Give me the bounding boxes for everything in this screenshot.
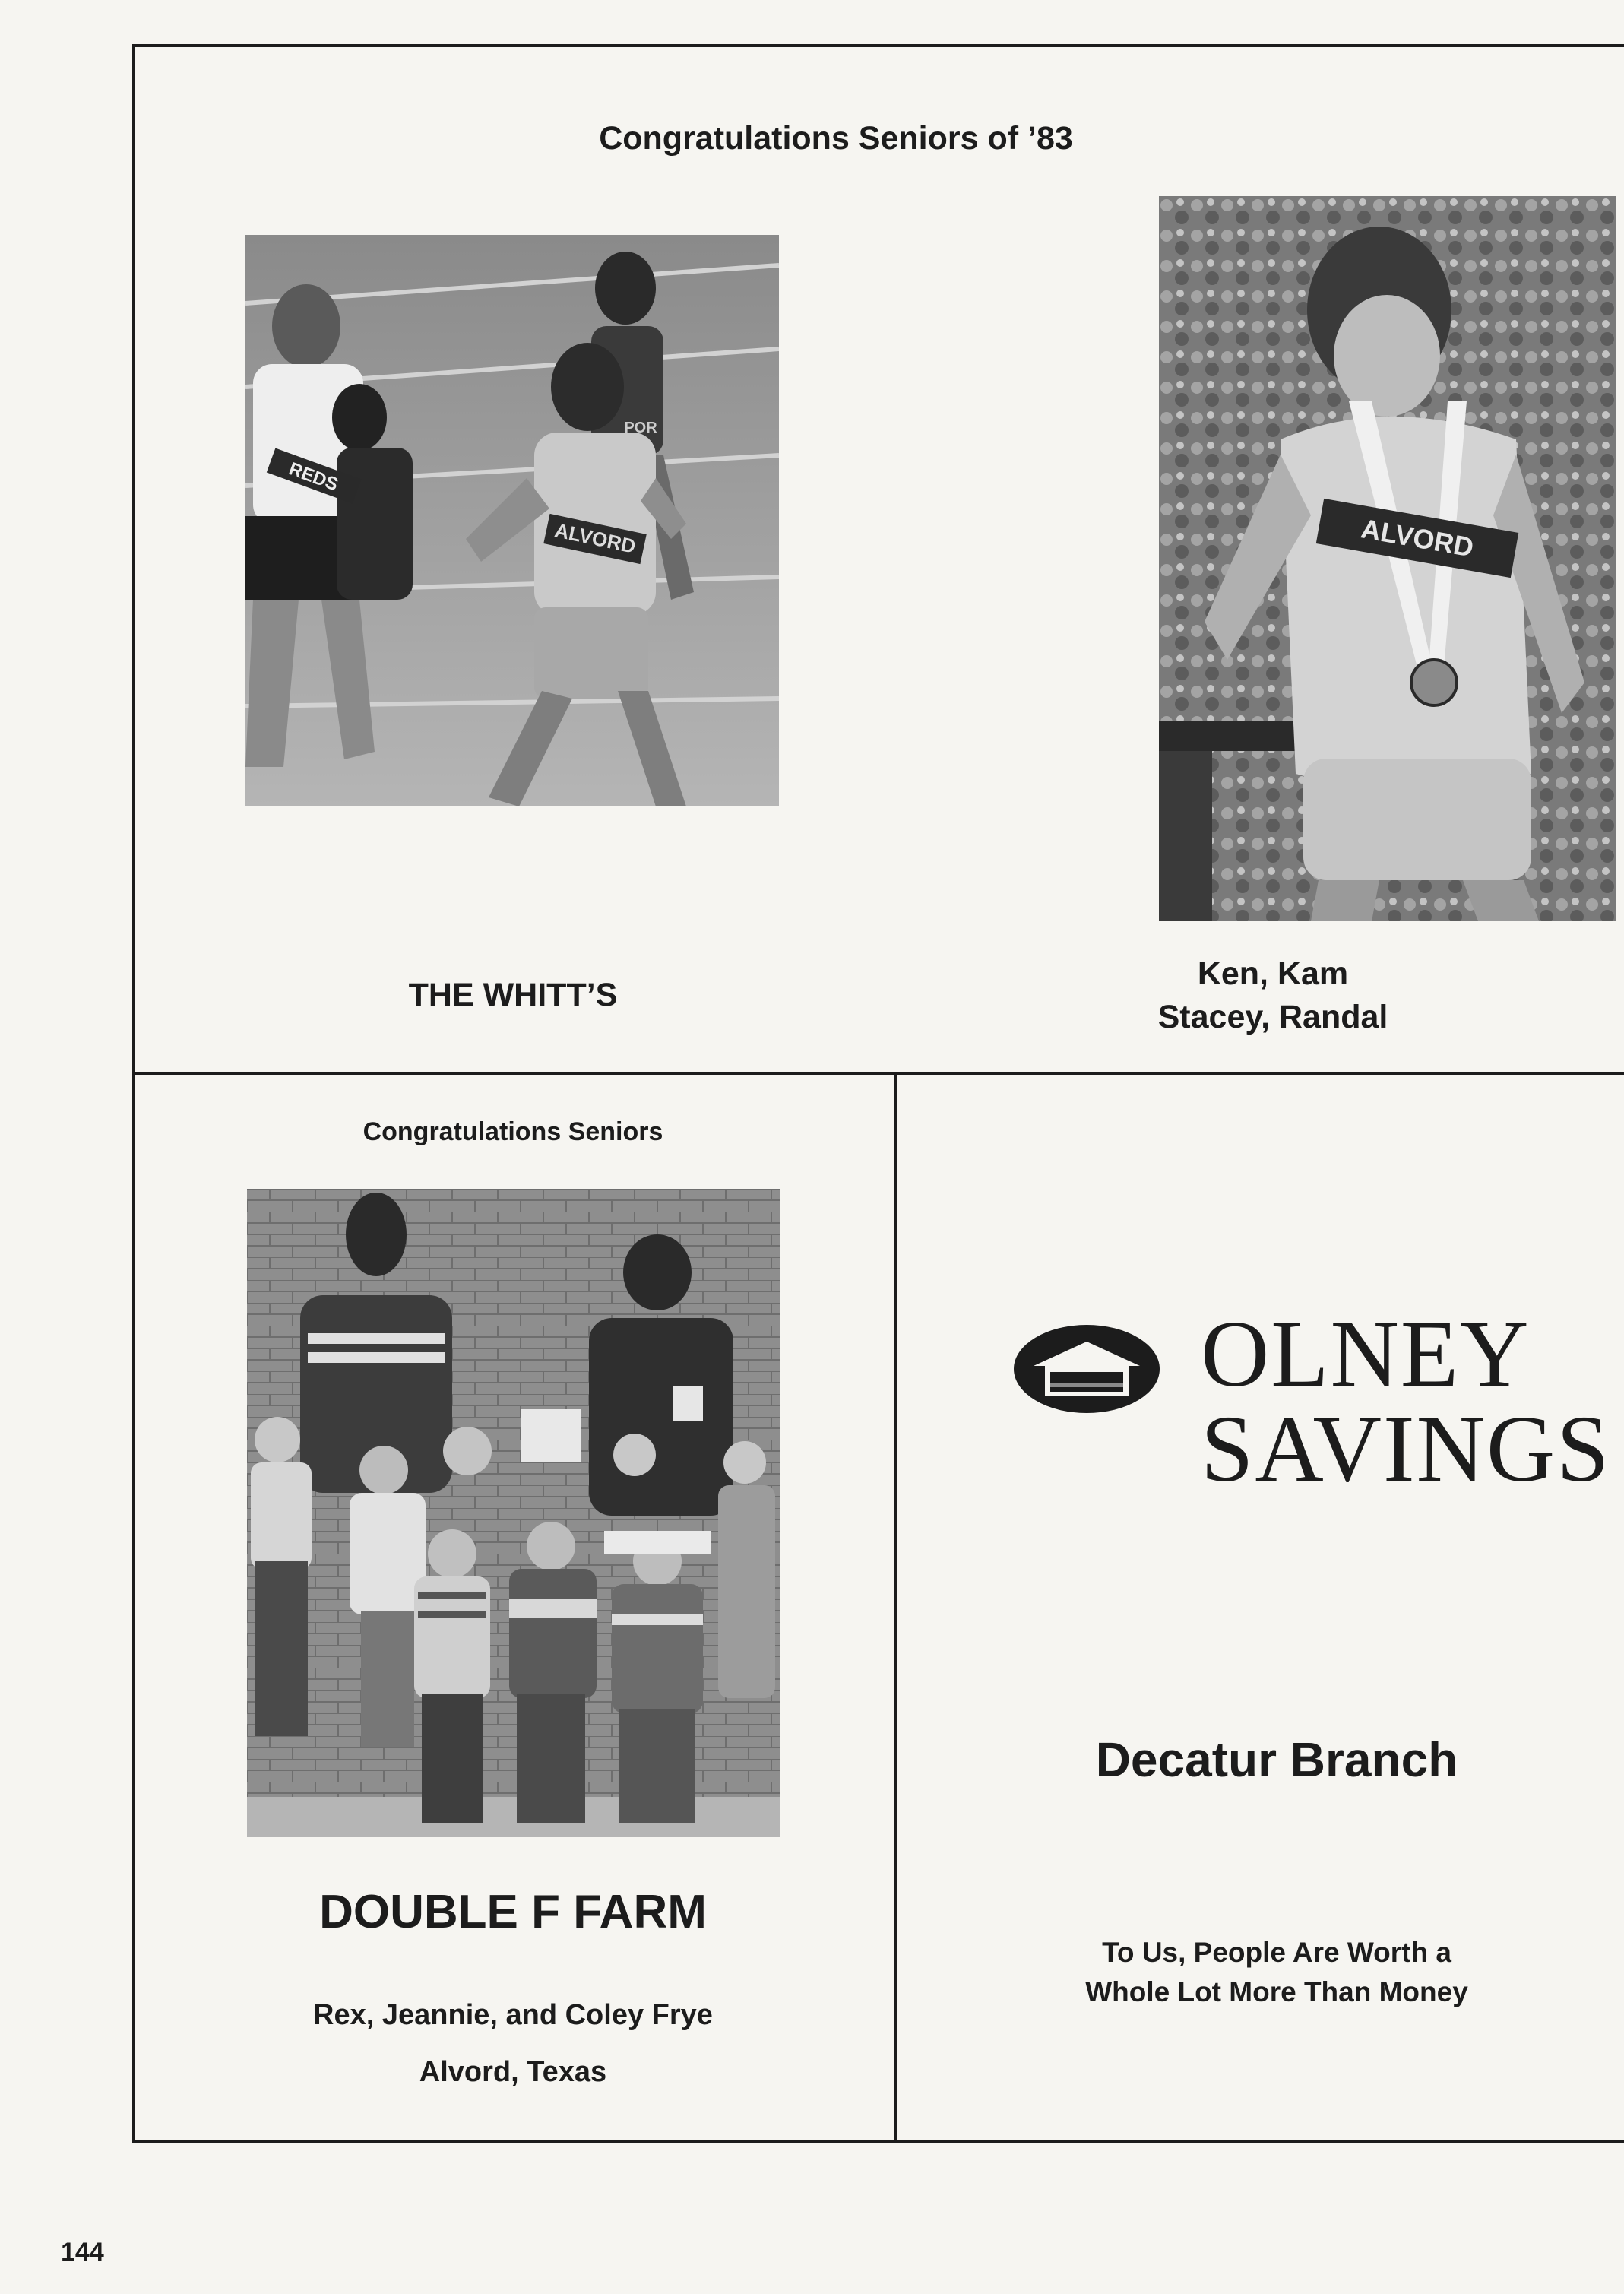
family-names-line1: Ken, Kam [1197,955,1349,992]
farm-ad-heading: Congratulations Seniors [362,1117,663,1146]
page-number: 144 [61,2238,104,2267]
logo-word-savings: SAVINGS [1201,1397,1611,1502]
logo-word-olney: OLNEY [1201,1302,1531,1407]
runners-photo [245,235,779,806]
bank-slogan-line1: To Us, People Are Worth a [1102,1937,1451,1968]
farm-location: Alvord, Texas [419,2056,607,2088]
family-names-line2: Stacey, Randal [1157,999,1388,1035]
bank-branch-name: Decatur Branch [1095,1732,1458,1787]
medalist-photo [1159,196,1616,921]
farm-owner-names: Rex, Jeannie, and Coley Frye [313,1999,713,2031]
medalist-jersey-text: ALVORD [1358,512,1477,563]
top-ad-heading: Congratulations Seniors of ’83 [599,120,1073,157]
farm-name-title: DOUBLE F FARM [319,1886,707,1938]
group-photo [247,1189,780,1837]
runner-jersey-text: REDS [286,458,341,496]
house-logo-icon [1011,1319,1163,1418]
bank-slogan-line2: Whole Lot More Than Money [1085,1976,1468,2007]
runner-jersey-text: POR [624,420,657,436]
whitts-caption: THE WHITT’S [408,977,618,1013]
runner-jersey-text: ALVORD [552,518,638,558]
olney-savings-logo [1011,1302,1611,1505]
